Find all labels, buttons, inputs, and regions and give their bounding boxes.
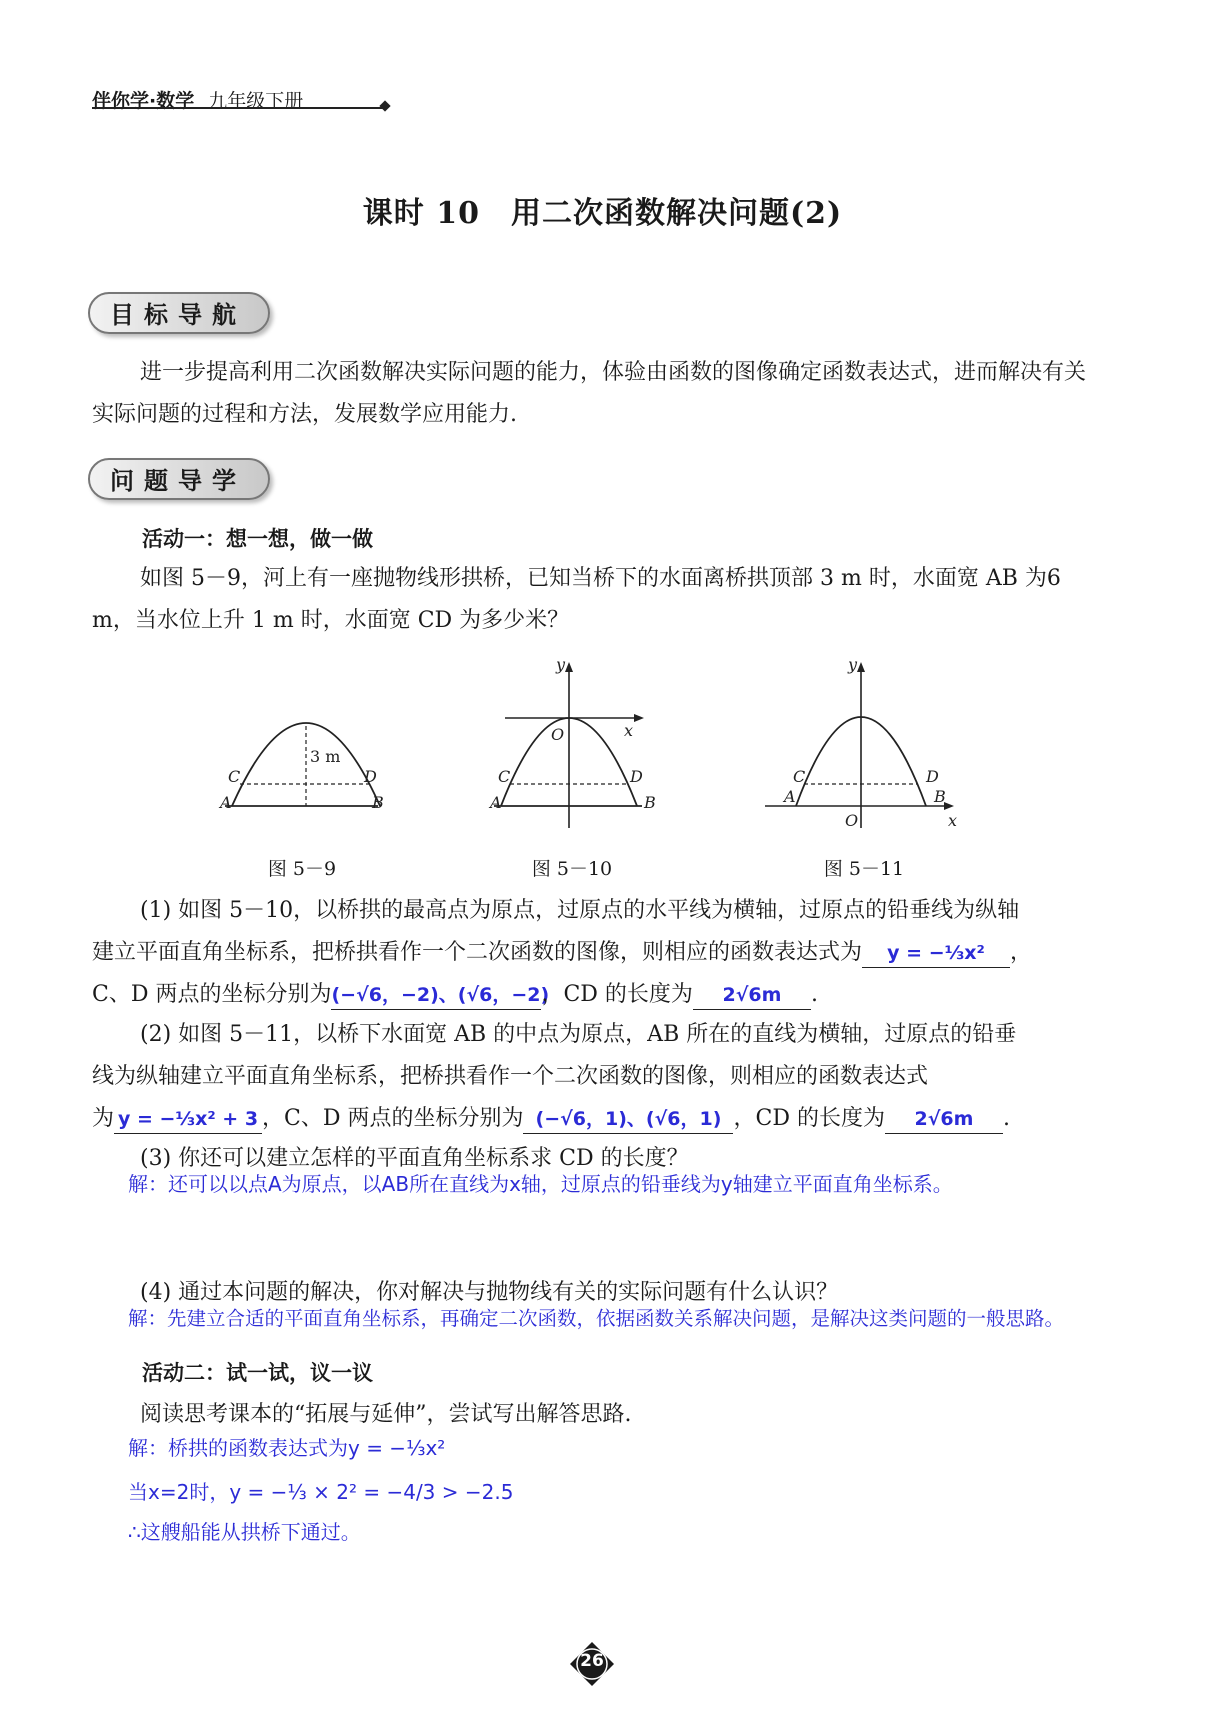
label-b: B [372,793,384,812]
q2-line2: 线为纵轴建立平面直角坐标系，把桥拱看作一个二次函数的图像，则相应的函数表达式 [92,1064,929,1089]
activity2-text: 阅读思考课本的“拓展与延伸”，尝试写出解答思路. [140,1402,632,1427]
y-arrow [565,662,573,672]
label-d: D [926,767,939,786]
q1-comma: ， [1010,940,1033,965]
q4-answer: 解：先建立合适的平面直角坐标系，再确定二次函数，依据函数关系解决问题，是解决这类问题的一般思路。 [128,1307,1065,1330]
q1-line2-text: 建立平面直角坐标系，把桥拱看作一个二次函数的图像，则相应的函数表达式为 [92,940,863,965]
q1-line3-prefix: C、D 两点的坐标分别为 [92,982,332,1007]
q1-line3 [92,974,1092,1016]
q2-line3-middle: ，C、D 两点的坐标分别为 [262,1106,524,1131]
goals-text: 进一步提高利用二次函数解决实际问题的能力，体验由函数的图像确定函数表达式，进而解决有关实际问题的过程和方法，发展数学应用能力. [92,360,1087,427]
q3-answer: 解：还可以以点A为原点，以AB所在直线为x轴，过原点的铅垂线为y轴建立平面直角坐标系。 [128,1172,953,1196]
figure-5-10 [488,655,656,828]
q1-line3-middle: ，CD 的长度为 [541,982,693,1007]
q1-answer-coordinates[interactable]: (−√6，−2)、(√6，−2) [331,981,541,1010]
label-a: A [490,793,502,812]
label-d: D [630,767,643,786]
label-c: C [498,767,511,786]
label-y: y [556,655,566,674]
label-d: D [364,767,377,786]
activity1-title: 活动一：想一想，做一做 [142,527,373,551]
q1-line2 [92,932,1092,974]
y-arrow [857,662,865,672]
label-b: B [644,793,656,812]
q2-answer-expression[interactable]: y = −⅓x² + 3 [114,1105,262,1134]
section-badge-goals: 目标导航 [88,292,270,334]
label-c: C [793,767,806,786]
header-diamond-icon [379,100,390,111]
q3-question: (3) 你还可以建立怎样的平面直角坐标系求 CD 的长度？ [140,1146,689,1171]
q4-question: (4) 通过本问题的解决，你对解决与抛物线有关的实际问题有什么认识？ [140,1280,839,1305]
label-a: A [784,787,796,806]
header-rule [92,107,384,109]
q2-answer-length[interactable]: 2√6m [885,1105,1003,1134]
caption-fig-5-9: 图 5－9 [267,858,337,880]
height-label: 3 m [310,747,341,766]
activity2-answer-line2: 当x=2时，y = −⅓ × 2² = −4/3 > −2.5 [128,1480,514,1504]
series-name: 伴你学·数学 [92,90,195,112]
q1-answer-expression[interactable]: y = −⅓x² [862,939,1010,968]
caption-fig-5-11: 图 5－11 [823,858,905,880]
q2-line3-prefix: 为 [92,1106,115,1131]
label-b: B [934,787,946,806]
activity2-title: 活动二：试一试，议一议 [142,1361,373,1385]
label-x: x [948,811,958,830]
activity1-problem: 如图 5－9，河上有一座抛物线形拱桥，已知当桥下的水面离桥拱顶部 3 m 时，水面宽 AB 为6 m，当水位上升 1 m 时，水面宽 CD 为多少米？ [92,566,1061,633]
page-number-badge [570,1642,614,1686]
label-o: O [551,725,565,744]
caption-fig-5-10: 图 5－10 [531,858,613,880]
q2-period: . [1002,1106,1010,1131]
label-c: C [228,767,241,786]
page-number: 26 [580,1651,604,1671]
activity2-answer-line3: ∴这艘船能从拱桥下通过。 [128,1520,361,1544]
lesson-title: 课时 10 用二次函数解决问题(2) [362,196,843,231]
grade-label: 九年级下册 [208,90,304,112]
activity2-answer-line1: 解：桥拱的函数表达式为y = −⅓x² [128,1436,446,1460]
x-arrow [634,714,644,722]
label-x: x [624,721,634,740]
section-badge-guide: 问题导学 [88,458,270,500]
q1-answer-length[interactable]: 2√6m [693,981,811,1010]
label-y: y [848,655,858,674]
q2-line3-middle2: ，CD 的长度为 [733,1106,885,1131]
label-o: O [845,811,859,830]
label-a: A [220,793,232,812]
figure-5-11 [765,655,957,830]
q1-line1: (1) 如图 5－10，以桥拱的最高点为原点，过原点的水平线为横轴，过原点的铅垂线为纵轴 [140,898,1020,923]
q2-line1: (2) 如图 5－11，以桥下水面宽 AB 的中点为原点，AB 所在的直线为横轴，过原点的铅垂 [140,1022,1017,1047]
q2-answer-coordinates[interactable]: (−√6，1)、(√6，1) [523,1105,733,1134]
q2-line3 [92,1098,1092,1140]
figure-5-9 [218,723,384,812]
q1-period: . [810,982,818,1007]
